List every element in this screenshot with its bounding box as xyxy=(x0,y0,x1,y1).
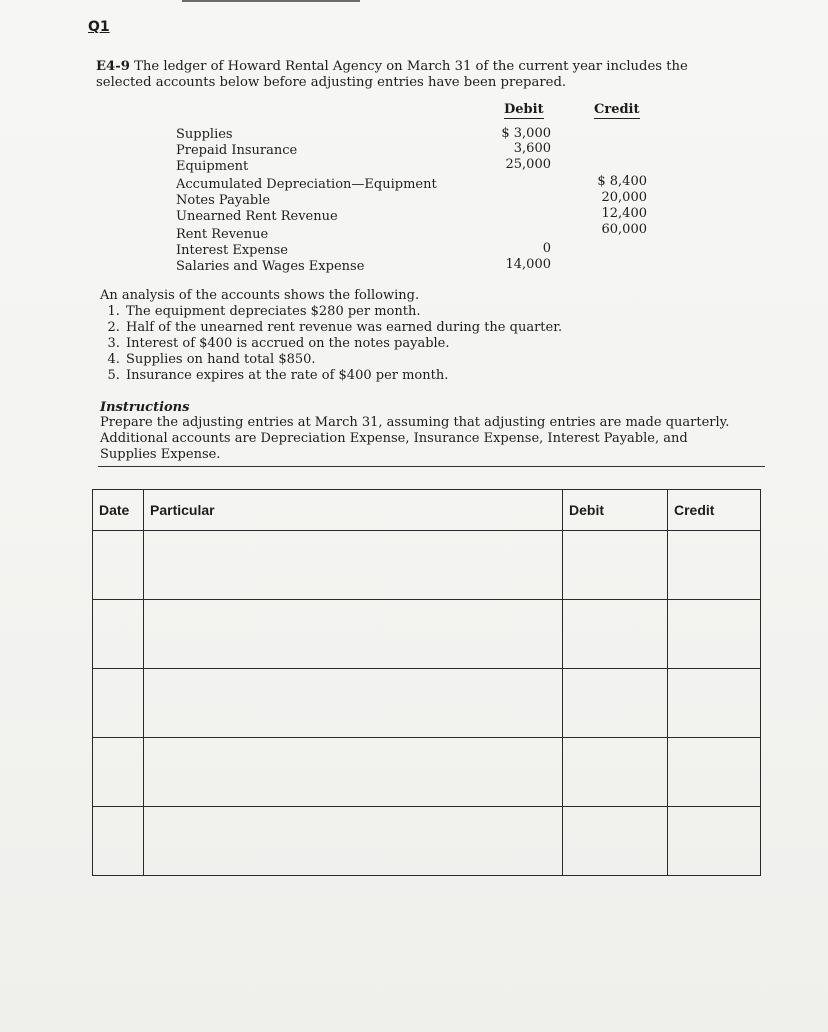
journal-entry-table xyxy=(92,489,761,876)
account-name: Salaries and Wages Expense xyxy=(176,259,365,274)
analysis-item: 3. Interest of $400 is accrued on the notes payable. xyxy=(124,336,562,352)
date-column-header: Date xyxy=(93,490,144,531)
journal-row xyxy=(93,531,761,600)
instructions-text: Prepare the adjusting entries at March 31, assuming that adjusting entries are made quarterly. Additional accounts are Depreciation Expense, Insurance Expense, Interest Payable, and Supplies Expense. xyxy=(100,415,730,462)
problem-text: The ledger of Howard Rental Agency on March 31 of the current year includes the selected accounts below before adjusting entries have been prepared. xyxy=(96,59,688,90)
particular-cell[interactable] xyxy=(144,531,563,600)
particular-cell[interactable] xyxy=(144,738,563,807)
problem-number: E4-9 xyxy=(96,59,130,74)
account-name: Rent Revenue xyxy=(176,227,269,242)
credit-amount: 20,000 xyxy=(601,190,647,205)
particular-cell[interactable] xyxy=(144,600,563,669)
journal-header-row xyxy=(93,490,761,531)
analysis-intro: An analysis of the accounts shows the following. xyxy=(100,288,420,303)
account-name: Supplies xyxy=(176,127,233,142)
credit-cell[interactable] xyxy=(668,531,761,600)
account-name: Equipment xyxy=(176,159,249,174)
analysis-item: 5. Insurance expires at the rate of $400 per month. xyxy=(124,368,562,384)
account-name: Interest Expense xyxy=(176,243,288,258)
particular-cell[interactable] xyxy=(144,669,563,738)
debit-amount: 14,000 xyxy=(505,257,551,272)
debit-amount: 25,000 xyxy=(505,157,551,172)
problem-statement xyxy=(96,59,736,91)
account-name: Accumulated Depreciation—Equipment xyxy=(176,177,437,192)
credit-cell[interactable] xyxy=(668,600,761,669)
debit-cell[interactable] xyxy=(563,600,668,669)
analysis-section xyxy=(100,288,562,384)
account-name: Prepaid Insurance xyxy=(176,143,298,158)
debit-amount: 3,600 xyxy=(513,141,551,156)
particular-cell[interactable] xyxy=(144,807,563,876)
debit-amount: 0 xyxy=(542,241,551,256)
analysis-item: 4. Supplies on hand total $850. xyxy=(124,352,562,368)
credit-cell[interactable] xyxy=(668,738,761,807)
debit-column-header: Debit xyxy=(504,102,544,117)
credit-cell[interactable] xyxy=(668,669,761,738)
date-cell[interactable] xyxy=(93,738,144,807)
debit-cell[interactable] xyxy=(563,531,668,600)
analysis-list xyxy=(100,304,562,384)
credit-column-header: Credit xyxy=(594,102,640,117)
date-cell[interactable] xyxy=(93,807,144,876)
date-cell[interactable] xyxy=(93,600,144,669)
credit-column-header: Credit xyxy=(668,490,761,531)
section-divider xyxy=(98,466,765,467)
debit-cell[interactable] xyxy=(563,807,668,876)
particular-column-header: Particular xyxy=(144,490,563,531)
account-name: Notes Payable xyxy=(176,193,271,208)
credit-amount: $ 8,400 xyxy=(597,174,647,189)
account-name: Unearned Rent Revenue xyxy=(176,209,338,224)
analysis-item: 2. Half of the unearned rent revenue was earned during the quarter. xyxy=(124,320,562,336)
journal-row xyxy=(93,600,761,669)
instructions-heading: Instructions xyxy=(100,400,190,415)
date-cell[interactable] xyxy=(93,669,144,738)
debit-cell[interactable] xyxy=(563,738,668,807)
credit-amount: 12,400 xyxy=(601,206,647,221)
journal-row xyxy=(93,807,761,876)
debit-cell[interactable] xyxy=(563,669,668,738)
date-cell[interactable] xyxy=(93,531,144,600)
analysis-item: 1. The equipment depreciates $280 per month. xyxy=(124,304,562,320)
credit-amount: 60,000 xyxy=(601,222,647,237)
debit-column-header: Debit xyxy=(563,490,668,531)
debit-amount: $ 3,000 xyxy=(501,126,551,141)
top-divider xyxy=(182,0,360,2)
question-label: Q1 xyxy=(88,19,110,35)
credit-cell[interactable] xyxy=(668,807,761,876)
journal-row xyxy=(93,738,761,807)
journal-row xyxy=(93,669,761,738)
